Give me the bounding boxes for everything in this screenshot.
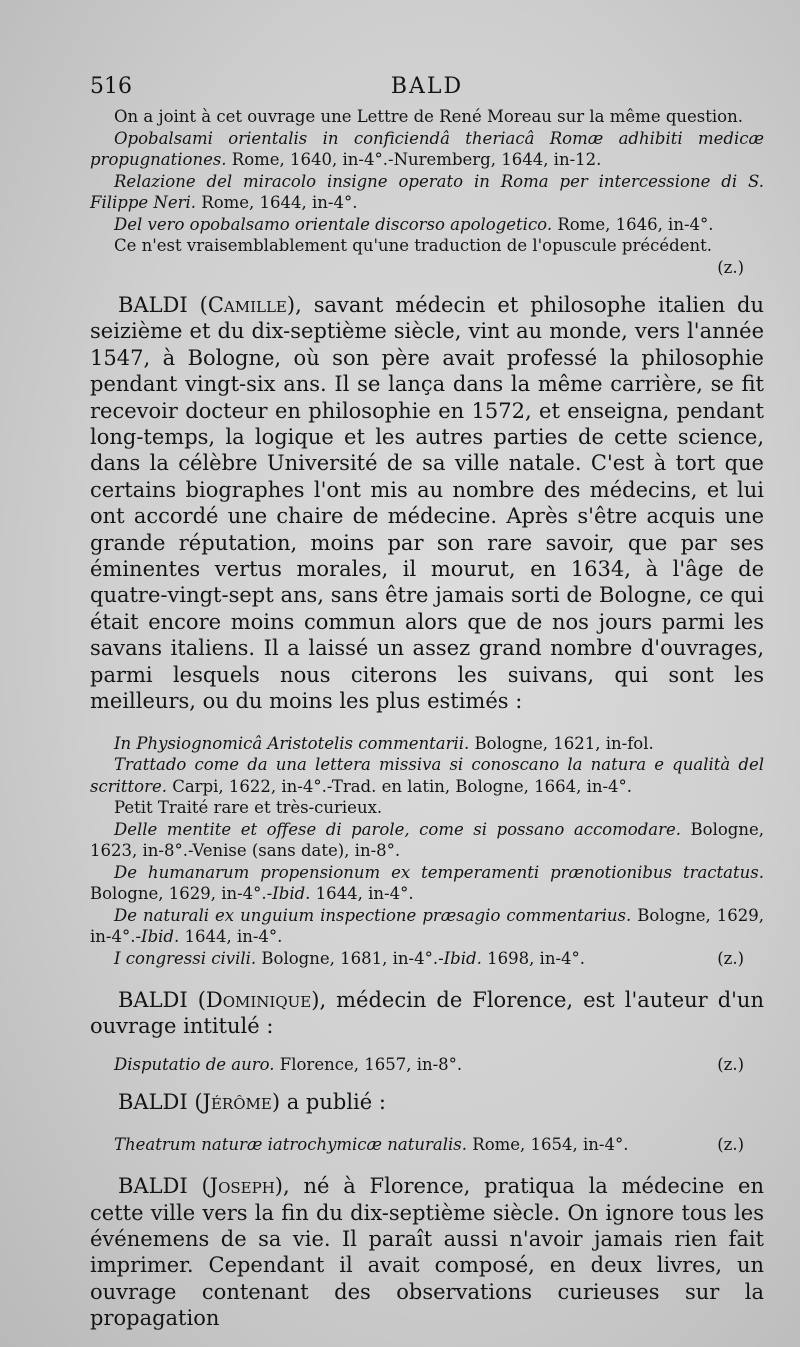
entry-name-close: ) — [311, 988, 320, 1012]
entry-forename: Camille — [207, 293, 287, 317]
work-item — [90, 754, 764, 797]
entry-name: BALDI ( — [118, 1174, 210, 1199]
author-signature: (z.) — [717, 257, 744, 277]
work-item — [90, 948, 764, 970]
citation-title: Del vero opobalsamo orientale discorso apologetico. — [114, 214, 553, 234]
work-item — [90, 819, 764, 862]
author-signature: (z.) — [717, 1054, 744, 1074]
entry-name-close: ) — [286, 293, 296, 317]
page-number: 516 — [90, 74, 132, 99]
work-item — [90, 862, 764, 905]
citation-publication: Rome, 1640, in-4°.-Nuremberg, 1644, in-12. — [226, 150, 602, 169]
work-item — [90, 1134, 764, 1156]
ibid: Ibid. — [141, 927, 180, 946]
entry-baldi-joseph — [90, 1173, 764, 1331]
entry-name: BALDI ( — [118, 988, 206, 1012]
work-publication: 1698, in-4°. — [481, 948, 586, 968]
work-publication: Bologne, 1629, in-4°.- — [90, 884, 273, 903]
citation-relazione — [90, 171, 764, 214]
work-publication: Rome, 1654, in-4°. — [467, 1134, 629, 1154]
entry-baldi-dominique — [90, 987, 764, 1040]
work-item — [90, 905, 764, 948]
entry-forename: Joseph — [209, 1174, 275, 1199]
entry-forename: Jérôme — [202, 1090, 272, 1115]
work-title: Disputatio de auro. — [114, 1054, 275, 1074]
entry-baldi-jerome — [90, 1089, 764, 1115]
work-title: Theatrum naturæ iatrochymicæ naturalis. — [114, 1134, 468, 1154]
work-line — [114, 1134, 629, 1156]
work-publication: Bologne, 1629, in-4°.- — [90, 905, 764, 946]
work-publication: Bologne, 1681, in-4°.- — [256, 948, 444, 968]
citation-title: Opobalsami orientalis in conficiendâ theriacâ Romæ adhibiti medicæ propugnationes. — [90, 128, 764, 169]
work-title: De humanarum propensionum ex temperamenti prænotionibus tractatus. — [114, 862, 764, 882]
entry-name-close: ) — [271, 1090, 281, 1115]
author-signature: (z.) — [717, 948, 744, 968]
work-title: I congressi civili. — [114, 948, 257, 968]
work-title: De naturali ex unguium inspectione præsagio commentarius. — [114, 905, 632, 925]
citation-publication: Rome, 1646, in-4°. — [552, 214, 714, 234]
entry-name-close: ) — [274, 1174, 283, 1199]
work-publication: 1644, in-4°. — [310, 884, 414, 903]
entry-body: , savant médecin et philosophe italien du seizième et du dix-septième siècle, vint au monde, vers l'année 1547, à Bologne, où son père avait professé la philosophie pendant vingt-six ans. Il se lança dans la même carrière, se fit recevoir docteur en philosophie en 1572, et enseigna, pendant long-temps, la logique et les autres parties de cette science, dans la célèbre Université de sa ville natale. C'est à tort que certains biographes l'ont mis au nombre des médecins, et lui ont accordé une chaire de médecine. Après s'être acquis une grande réputation, moins par son rare savoir, que par ses éminentes vertus morales, il mourut, en 1634, à l'âge de quatre-vingt-sept ans, sans être jamais sorti de Bologne, ce qui était encore moins commun alors que de nos jours parmi les savans italiens. Il a laissé un assez grand nombre d'ouvrages, parmi lesquels nous citerons les suivans, qui sont les meilleurs, ou du moins les plus estimés : — [90, 293, 764, 714]
running-head: BALD — [390, 74, 464, 99]
work-title: Trattado come da una lettera missiva si conoscano la natura e qualità del scrittore. — [90, 755, 764, 796]
entry-body: , médecin de Florence, est l'auteur d'un ouvrage intitulé : — [90, 988, 764, 1039]
citation-publication: Rome, 1644, in-4°. — [196, 193, 358, 212]
entry-body: , né à Florence, pratiqua la médecine en cette ville vers la fin du dix-septième siècle. On ignore tous les événemens de sa vie. Il paraît aussi n'avoir jamais rien fait imprimer. Cependant il avait composé, en deux livres, un ouvrage contenant des observations curieuses sur la propagation — [90, 1174, 764, 1331]
page-header — [90, 74, 764, 106]
work-publication: 1644, in-4°. — [179, 927, 283, 946]
work-publication: Carpi, 1622, in-4°.-Trad. en latin, Bologne, 1664, in-4°. — [166, 776, 633, 796]
citation-del-vero — [90, 214, 764, 236]
ibid: Ibid. — [272, 884, 311, 903]
entry-baldi-camille — [90, 292, 764, 715]
entry-body: a publié : — [280, 1090, 386, 1115]
work-publication: Bologne, 1623, in-8°.-Venise (sans date), in-8°. — [90, 819, 764, 860]
ibid: Ibid. — [443, 948, 482, 968]
citation-title: Relazione del miracolo insigne operato in Roma per intercessione di S. Filippe Neri. — [90, 171, 764, 212]
work-item — [90, 1054, 764, 1076]
author-signature: (z.) — [717, 1134, 744, 1154]
work-publication: Florence, 1657, in-8°. — [274, 1054, 463, 1074]
translation-note: Ce n'est vraisemblablement qu'une traduction de l'opuscule précédent. — [114, 236, 712, 255]
work-publication: Bologne, 1621, in-fol. — [469, 733, 654, 753]
work-note: Petit Traité rare et très-curieux. — [114, 798, 383, 817]
preceding-entry-continuation — [90, 106, 764, 278]
citation-opobalsami — [90, 128, 764, 171]
entry-forename: Dominique — [205, 988, 312, 1012]
entry-name: BALDI ( — [118, 1090, 203, 1115]
work-title: In Physiognomicâ Aristotelis commentarii. — [114, 733, 470, 753]
work-line — [114, 948, 585, 970]
work-line — [114, 1054, 462, 1076]
work-item — [90, 733, 764, 755]
work-title: Delle mentite et offese di parole, come si possano accomodare. — [114, 819, 681, 839]
camille-works-list — [90, 733, 764, 970]
entry-name: BALDI ( — [118, 293, 208, 317]
moreau-note: On a joint à cet ouvrage une Lettre de René Moreau sur la même question. — [114, 107, 743, 126]
